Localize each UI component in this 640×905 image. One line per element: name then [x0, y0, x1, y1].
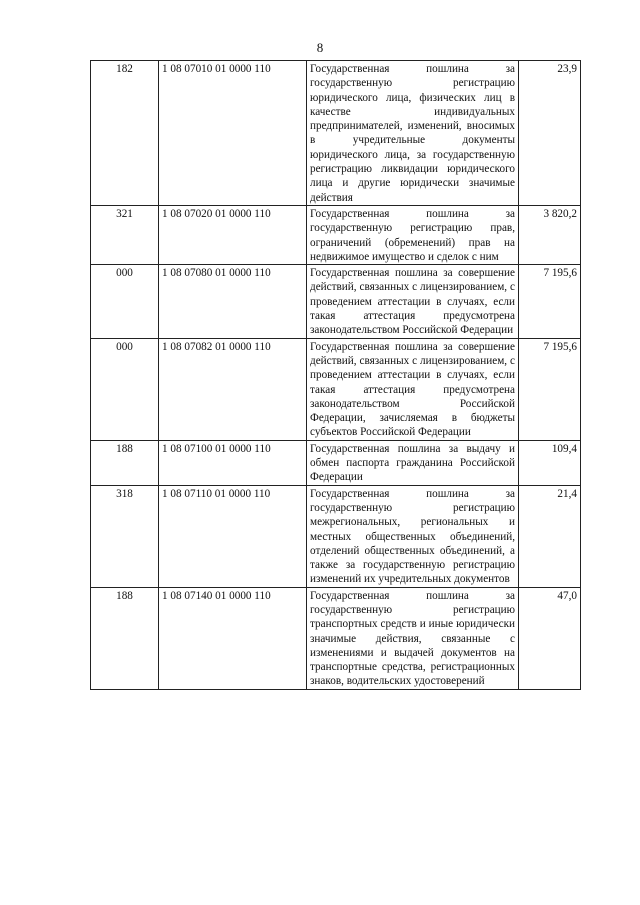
revenue-name-cell: Государственная пошлина за совершение действий, связанных с лицензированием, с проведением аттестации в случаях, если такая аттестация предусмотрена законодательством Российской Федерации — [307, 265, 519, 338]
amount-cell: 47,0 — [519, 587, 581, 689]
table-row — [91, 205, 581, 264]
admin-code-cell: 182 — [91, 61, 159, 206]
revenue-table — [90, 60, 581, 690]
table-row — [91, 265, 581, 338]
kbk-code-cell: 1 08 07110 01 0000 110 — [159, 485, 307, 587]
kbk-code-cell: 1 08 07010 01 0000 110 — [159, 61, 307, 206]
amount-cell: 7 195,6 — [519, 265, 581, 338]
revenue-name-cell: Государственная пошлина за государственную регистрацию юридического лица, физических лиц в качестве индивидуальных предпринимателей, изменений, вносимых в учредительные документы юридического лица, за государственную регистрацию ликвидации юридического лица и другие юридически значимые действия — [307, 61, 519, 206]
kbk-code-cell: 1 08 07080 01 0000 110 — [159, 265, 307, 338]
page-number: 8 — [316, 40, 324, 55]
kbk-code-cell: 1 08 07082 01 0000 110 — [159, 338, 307, 440]
admin-code-cell: 000 — [91, 338, 159, 440]
table-row — [91, 485, 581, 587]
admin-code-cell: 188 — [91, 587, 159, 689]
revenue-name-cell: Государственная пошлина за государственную регистрацию межрегиональных, региональных и местных общественных объединений, отделений общественных объединений, а также за государственную регистрацию изменений их учредительных документов — [307, 485, 519, 587]
admin-code-cell: 188 — [91, 440, 159, 485]
admin-code-cell: 000 — [91, 265, 159, 338]
revenue-name-cell: Государственная пошлина за выдачу и обмен паспорта гражданина Российской Федерации — [307, 440, 519, 485]
revenue-name-cell: Государственная пошлина за государственную регистрацию транспортных средств и иные юридически значимые действия, связанные с изменениями и выдачей документов на транспортные средства, регистрационных знаков, водительских удостоверений — [307, 587, 519, 689]
amount-cell: 109,4 — [519, 440, 581, 485]
amount-cell: 21,4 — [519, 485, 581, 587]
table-row — [91, 440, 581, 485]
amount-cell: 7 195,6 — [519, 338, 581, 440]
table-row — [91, 587, 581, 689]
admin-code-cell: 318 — [91, 485, 159, 587]
kbk-code-cell: 1 08 07140 01 0000 110 — [159, 587, 307, 689]
table-row — [91, 61, 581, 206]
revenue-name-cell: Государственная пошлина за государственную регистрацию прав, ограничений (обременений) прав на недвижимое имущество и сделок с ним — [307, 205, 519, 264]
kbk-code-cell: 1 08 07100 01 0000 110 — [159, 440, 307, 485]
revenue-name-cell: Государственная пошлина за совершение действий, связанных с лицензированием, с проведением аттестации в случаях, если такая аттестация предусмотрена законодательством Российской Федерации, зачисляемая в бюджеты субъектов Российской Федерации — [307, 338, 519, 440]
kbk-code-cell: 1 08 07020 01 0000 110 — [159, 205, 307, 264]
admin-code-cell: 321 — [91, 205, 159, 264]
amount-cell: 23,9 — [519, 61, 581, 206]
amount-cell: 3 820,2 — [519, 205, 581, 264]
table-row — [91, 338, 581, 440]
